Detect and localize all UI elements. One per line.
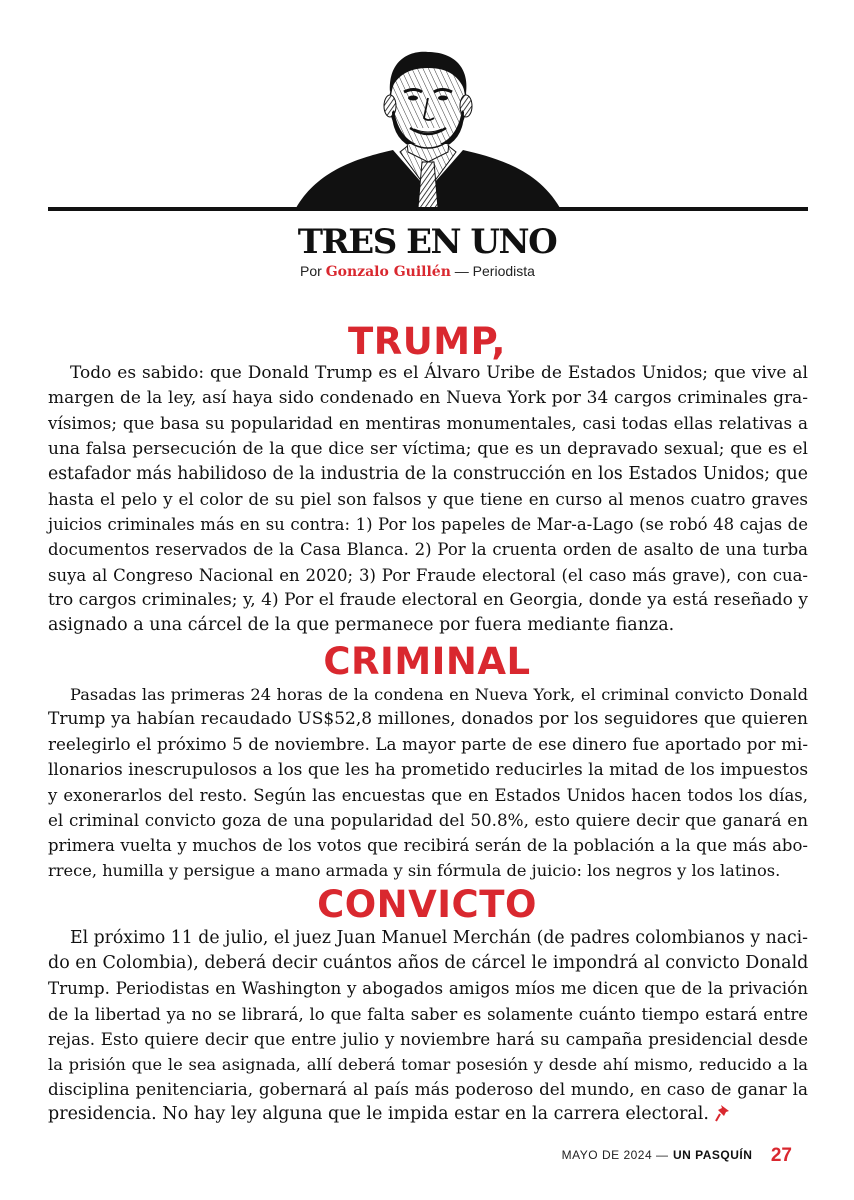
text-line: rejas. Esto quiere decir que entre julio y noviembre hará su campaña presidencial desde bbox=[48, 1028, 808, 1049]
text-line: estafador más habilidoso de la industria de la construcción en los Estados Unidos; que bbox=[48, 463, 808, 484]
text-line: margen de la ley, así haya sido condenado en Nueva York por 34 cargos criminales gra- bbox=[48, 388, 808, 409]
text-line: do en Colombia), deberá decir cuántos años de cárcel le impondrá al convicto Donald bbox=[48, 953, 809, 974]
text-line: rrece, humilla y persigue a mano armada y sin fórmula de juicio: los negros y los latinos. bbox=[48, 861, 781, 881]
author-portrait bbox=[288, 40, 568, 210]
text-line-final bbox=[48, 1102, 808, 1127]
section-body-convicto bbox=[48, 926, 808, 1128]
section-heading-criminal: CRIMINAL bbox=[323, 640, 531, 683]
byline bbox=[300, 263, 535, 280]
page-footer bbox=[562, 1145, 792, 1167]
page-number: 27 bbox=[770, 1145, 792, 1166]
text-line: El próximo 11 de julio, el juez Juan Manuel Merchán (de padres colombianos y naci- bbox=[70, 928, 808, 948]
text-line: una falsa persecución de la que dice ser víctima; que es un depravado sexual; que es el bbox=[48, 438, 808, 459]
text-line: primera vuelta y muchos de los votos que recibirá serán de la población a la que más abo- bbox=[48, 836, 808, 856]
text-line: vísimos; que basa su popularidad en mentiras monumentales, casi todas ellas relativas a bbox=[48, 413, 808, 434]
section-heading-trump: TRUMP, bbox=[348, 320, 506, 363]
text-line: suya al Congreso Nacional en 2020; 3) Por Fraude electoral (el caso más grave), con cua- bbox=[48, 565, 808, 585]
text-line: reelegirlo el próximo 5 de noviembre. La mayor parte de ese dinero fue aportado por mi- bbox=[48, 734, 808, 755]
text-line: documentos reservados de la Casa Blanca. 2) Por la cruenta orden de asalto de una turba bbox=[48, 540, 808, 560]
header-rule bbox=[48, 207, 808, 211]
text-line: Trump ya habían recaudado US$52,8 millones, donados por los seguidores que quieren bbox=[48, 709, 808, 730]
pushpin-icon bbox=[715, 1104, 731, 1122]
author-name: Gonzalo Guillén bbox=[325, 264, 451, 280]
text-line: Todo es sabido: que Donald Trump es el Álvaro Uribe de Estados Unidos; que vive al bbox=[70, 363, 808, 383]
section-body-criminal bbox=[48, 682, 808, 884]
magazine-name: UN PASQUÍN bbox=[672, 1148, 753, 1162]
text-line: Trump. Periodistas en Washington y abogados amigos míos me dicen que de la privación bbox=[48, 978, 808, 999]
final-line-text: presidencia. No hay ley alguna que le impida estar en la carrera electoral. bbox=[48, 1104, 709, 1125]
text-line: de la libertad ya no se librará, lo que falta saber es solamente cuánto tiempo estará entre bbox=[48, 1004, 808, 1024]
text-line: llonarios inescrupulosos a los que les ha prometido reducirles la mitad de los impuestos bbox=[48, 759, 809, 780]
text-line: y exonerarlos del resto. Según las encuestas que en Estados Unidos hacen todos los días, bbox=[48, 785, 808, 805]
issue-date: MAYO DE 2024 — bbox=[561, 1148, 669, 1162]
text-line: Pasadas las primeras 24 horas de la condena en Nueva York, el criminal convicto Donald bbox=[70, 685, 808, 704]
byline-prefix: Por bbox=[300, 263, 322, 279]
section-body-trump bbox=[48, 361, 808, 638]
text-line: tro cargos criminales; y, 4) Por el fraude electoral en Georgia, donde ya está reseñado y bbox=[48, 589, 808, 610]
text-line: disciplina penitenciaria, gobernará al país más poderoso del mundo, en caso de ganar la bbox=[48, 1079, 808, 1100]
text-line: juicios criminales más en su contra: 1) Por los papeles de Mar-a-Lago (se robó 48 cajas de bbox=[48, 515, 808, 535]
text-line: asignado a una cárcel de la que permanece por fuera mediante fianza. bbox=[48, 614, 675, 635]
article-title: TRES EN UNO bbox=[297, 222, 557, 262]
section-heading-convicto: CONVICTO bbox=[317, 883, 537, 926]
text-line: el criminal convicto goza de una popularidad del 50.8%, esto quiere decir que ganará en bbox=[48, 809, 808, 830]
text-line: hasta el pelo y el color de su piel son falsos y que tiene en curso al menos cuatro graves bbox=[48, 488, 808, 509]
author-role: — Periodista bbox=[454, 263, 535, 279]
text-line: la prisión que le sea asignada, allí deberá tomar posesión y desde ahí mismo, reducido a la bbox=[48, 1054, 808, 1074]
